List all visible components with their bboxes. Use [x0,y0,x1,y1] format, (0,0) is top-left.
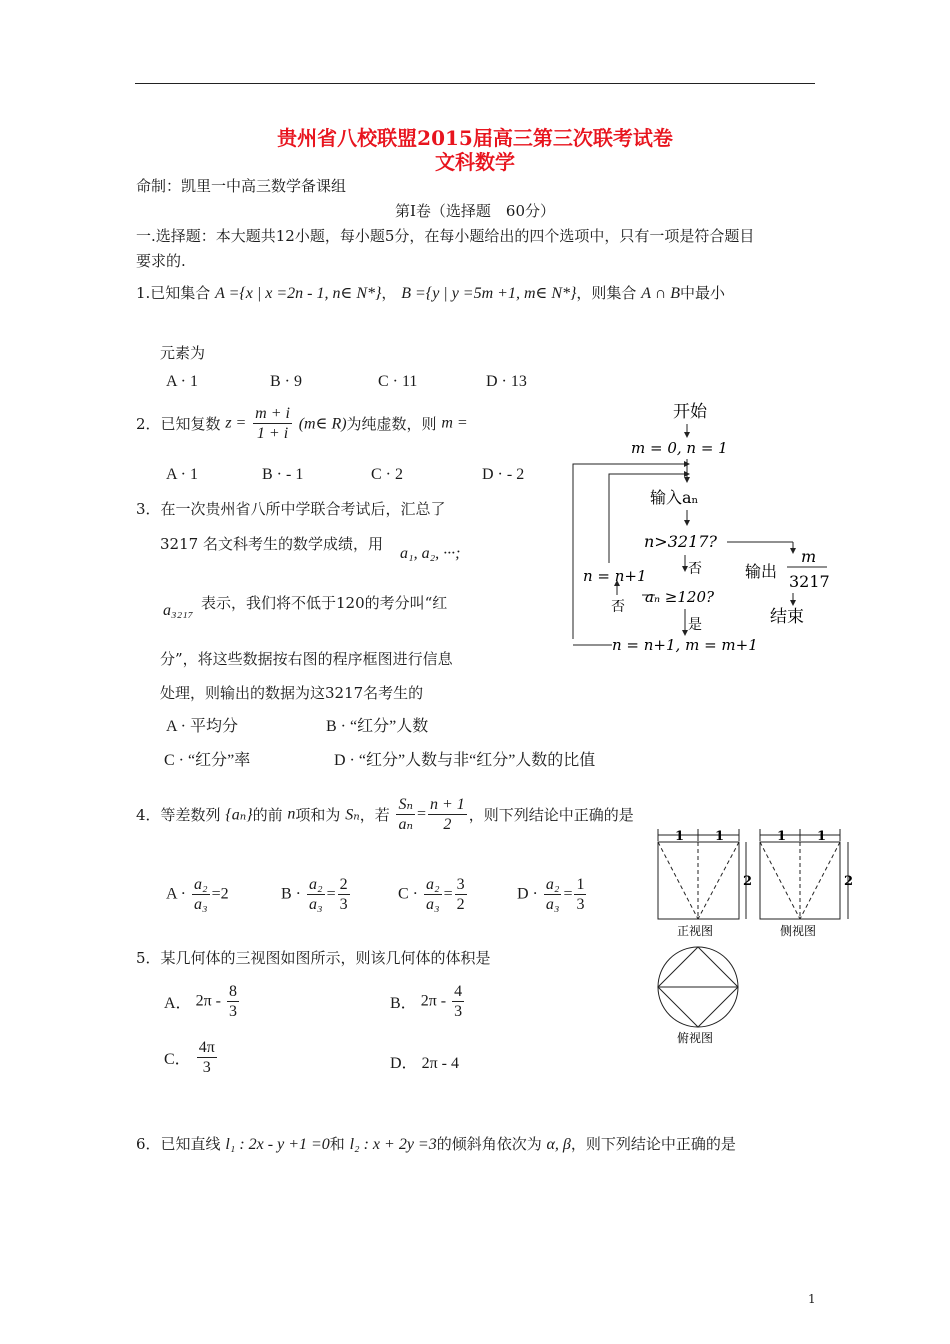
q4-opt-a-label: A · [166,885,186,903]
side-view-diag-left [760,842,800,919]
q4-opt-b-frac [307,875,325,914]
q2-option-d: D · - 2 [482,466,525,483]
q4-middle-2: 项和为 [295,806,341,825]
question-4 [136,795,634,834]
q2-denominator: 1 + i [256,425,289,443]
q6-suffix: ，则下列结论中正确的是 [570,1135,736,1153]
q1-set-a: A ={x | x =2n - 1, n∈ N*} [215,285,382,302]
q3-a3217: a₃₂₁₇ [163,602,194,619]
flow-end: 结束 [770,607,804,627]
side-dim-2: 2 [844,874,854,889]
exam-subtitle: 文科数学 [435,150,515,174]
q4-option-b: B · $\frac{\text{a₂}}{\text{a₃}}$ = $\frac{2}{3}$ [281,876,348,914]
q3-line-1: 3．在一次贵州省八所中学联合考试后，汇总了 [136,500,446,518]
q5-opt-c-frac [197,1038,217,1077]
q4-opt-d-rhs [574,875,586,914]
three-view-figure [650,825,860,1050]
q3-line-4: 分”，将这些数据按右图的程序框图进行信息 [160,650,453,668]
q2-z: z = [225,414,247,432]
q4-opt-d-label: D · [517,885,538,903]
side-dim-1a: 1 [777,829,787,844]
question-2 [136,404,468,443]
flow-start: 开始 [673,402,707,422]
author-line: 命制：凯里一中高三数学备课组 [136,177,347,195]
question-5: 5．某几何体的三视图如图所示，则该几何体的体积是 [136,949,491,967]
q2-prefix: 2．已知复数 [136,415,221,434]
q4-opt-c-frac [424,875,442,914]
q4-opt-c-label: C · [398,885,418,903]
q5-opt-b-label: B． [390,995,417,1013]
q6-prefix: 6．已知直线 [136,1135,221,1153]
q6-middle: 的倾斜角依次为 [436,1135,542,1153]
q4-option-d: D · $\frac{\text{a₂}}{\text{a₃}}$ = $\frac{1}{3}$ [517,876,585,914]
q2-option-c: C · 2 [371,466,403,483]
q4-opt-c-rhs-num: 3 [455,875,467,895]
flow-cond-1: n>3217? [644,532,718,551]
q4-n: n [287,805,296,823]
q4-frac-left [396,795,414,834]
flow-inc-n: n = n+1 [583,567,647,585]
q4-sn: Sₙ [345,806,360,824]
q6-and: 和 [329,1135,345,1153]
q5-opt-c-label: C． [164,1051,191,1069]
q4-opt-b-label: B · [281,885,301,903]
q4-opt-b-rhs-num: 2 [338,875,350,895]
flow-no-2: 否 [611,599,625,615]
page-number: 1 [808,1292,816,1306]
q5-opt-b-pre: 2π - [420,992,447,1010]
front-dim-1b: 1 [715,829,725,844]
q5-option-d [390,1050,459,1073]
q4-option-a [166,875,229,914]
q4-option-c: C · $\frac{\text{a₂}}{\text{a₃}}$ = $\frac{3}{2}$ [398,876,465,914]
q3-line-2: 3217 名文科考生的数学成绩，用 [160,535,383,553]
q4-opt-d-rhs-num: 1 [574,875,586,895]
q1-suffix: 中最小 [680,284,726,302]
flow-output: 输出 [745,562,778,581]
q5-opt-b-den: 3 [454,1003,463,1021]
q4-prefix: 4．等差数列 [136,806,221,825]
q4-middle-1: 的前 [252,806,283,825]
flow-input: 输入aₙ [650,488,699,507]
q5-opt-a-label: A． [164,995,192,1013]
q4-opt-d-num: a₂ [544,875,562,895]
q4-opt-b-rhs-den: 3 [339,896,348,914]
instruction-line-2: 要求的. [136,252,186,270]
flow-init: m = 0, n = 1 [631,439,728,457]
q1-option-c: C · 11 [378,373,418,390]
side-view-label: 侧视图 [780,924,817,938]
q4-opt-c-rhs-den: 2 [456,896,465,914]
q5-opt-d-label: D． [390,1055,418,1072]
q4-middle-3: ，若 [359,806,390,825]
q3-option-b: B · “红分”人数 [326,718,429,735]
q4-sequence: {aₙ} [225,806,253,824]
q5-opt-d-pre: 2π - 4 [421,1055,459,1072]
program-flowchart [565,395,840,660]
question-1 [136,282,725,303]
q5-opt-b-num: 4 [452,982,464,1002]
q1-line-2: 元素为 [160,344,206,362]
q3-line-5: 处理，则输出的数据为这3217名考生的 [160,684,424,702]
q5-opt-a-frac [227,982,239,1021]
q2-m: m = [441,414,468,432]
q5-option-a [164,982,241,1021]
q2-fraction [253,404,292,443]
q5-opt-a-num: 8 [227,982,239,1002]
q5-option-b [390,982,466,1021]
q4-opt-a-rhs: =2 [211,885,229,903]
q4-opt-a-frac [192,875,210,914]
q5-option-c [164,1038,219,1077]
q1-option-d: D · 13 [486,373,527,390]
q1-comma: ， [381,284,397,302]
q5-opt-c-num: 4π [197,1038,217,1058]
q6-angles: α, β [546,1136,571,1153]
q3-option-d: D · “红分”人数与非“红分”人数的比值 [334,752,596,769]
q4-opt-b-num: a₂ [307,875,325,895]
front-view-diag-left [658,842,698,919]
side-view-diag-right [800,842,840,919]
q4-frac-left-num: Sₙ [396,795,414,815]
instruction-line-1: 一.选择题：本大题共12小题，每小题5分，在每小题给出的四个选项中，只有一项是符合题目 [136,227,755,245]
flow-no-1: 否 [688,561,702,577]
q1-intersection: A ∩ B [641,285,681,302]
q4-opt-d-rhs-den: 3 [576,896,585,914]
q1-prefix: 1.已知集合 [136,284,211,302]
q4-opt-d-frac [544,875,562,914]
q4-opt-a-num: a₂ [192,875,210,895]
q2-option-b: B · - 1 [262,466,304,483]
top-rule [135,83,815,84]
q4-opt-c-num: a₂ [424,875,442,895]
q4-frac-right-num: n + 1 [428,795,467,815]
q1-set-b: B ={y | y =5m +1, m∈ N*} [401,285,577,302]
q2-numerator: m + i [253,404,292,424]
q1-option-a: A · 1 [166,373,198,390]
q4-frac-right [428,795,467,834]
q3-option-a: A · 平均分 [166,718,239,735]
q5-opt-b-frac [452,982,464,1021]
flow-output-den: 3217 [789,572,830,591]
front-dim-2: 2 [743,874,753,889]
q2-condition: (m∈ R) [298,415,347,433]
side-dim-1b: 1 [817,829,827,844]
flow-output-num: m [801,547,817,566]
flow-yes: 是 [688,617,702,633]
q2-middle: 为纯虚数，则 [346,415,437,434]
front-dim-1a: 1 [675,829,685,844]
q4-opt-a-den: a₃ [194,896,208,914]
front-view-label: 正视图 [677,924,714,938]
q5-opt-a-pre: 2π - [195,992,221,1010]
q1-option-b: B · 9 [270,373,302,390]
q4-opt-b-den: a₃ [309,896,323,914]
q4-opt-c-den: a₃ [426,896,440,914]
question-6 [136,1133,736,1154]
q3-option-c: C · “红分”率 [164,752,251,769]
q5-opt-a-den: 3 [228,1003,237,1021]
q4-frac-left-den: aₙ [398,816,413,834]
q4-opt-d-den: a₃ [545,896,560,914]
q4-opt-c-rhs [455,875,467,914]
front-view-diag-right [698,842,739,919]
q3-sequence: a₁, a₂, ···; [400,545,461,562]
top-view-label: 俯视图 [677,1031,714,1045]
q4-equals: = [416,805,426,823]
q3-line-3: 表示，我们将不低于120的考分叫“红 [201,594,448,612]
q5-opt-c-den: 3 [202,1059,211,1077]
exam-title: 贵州省八校联盟2015届高三第三次联考试卷 [277,126,673,150]
q6-line-2: l₂ : x + 2y =3 [349,1136,437,1153]
flow-cond-2: aₙ ≥120? [645,588,715,606]
q1-middle: ，则集合 [576,284,637,302]
flow-inc-both: n = n+1, m = m+1 [612,636,758,654]
q4-suffix: ，则下列结论中正确的是 [468,806,634,825]
q6-line-1: l₁ : 2x - y +1 =0 [225,1136,330,1153]
section-heading: 第Ⅰ卷（选择题 60分） [394,202,555,220]
q4-opt-b-rhs [338,875,350,914]
q2-option-a: A · 1 [166,466,198,483]
q4-frac-right-den: 2 [443,816,452,834]
